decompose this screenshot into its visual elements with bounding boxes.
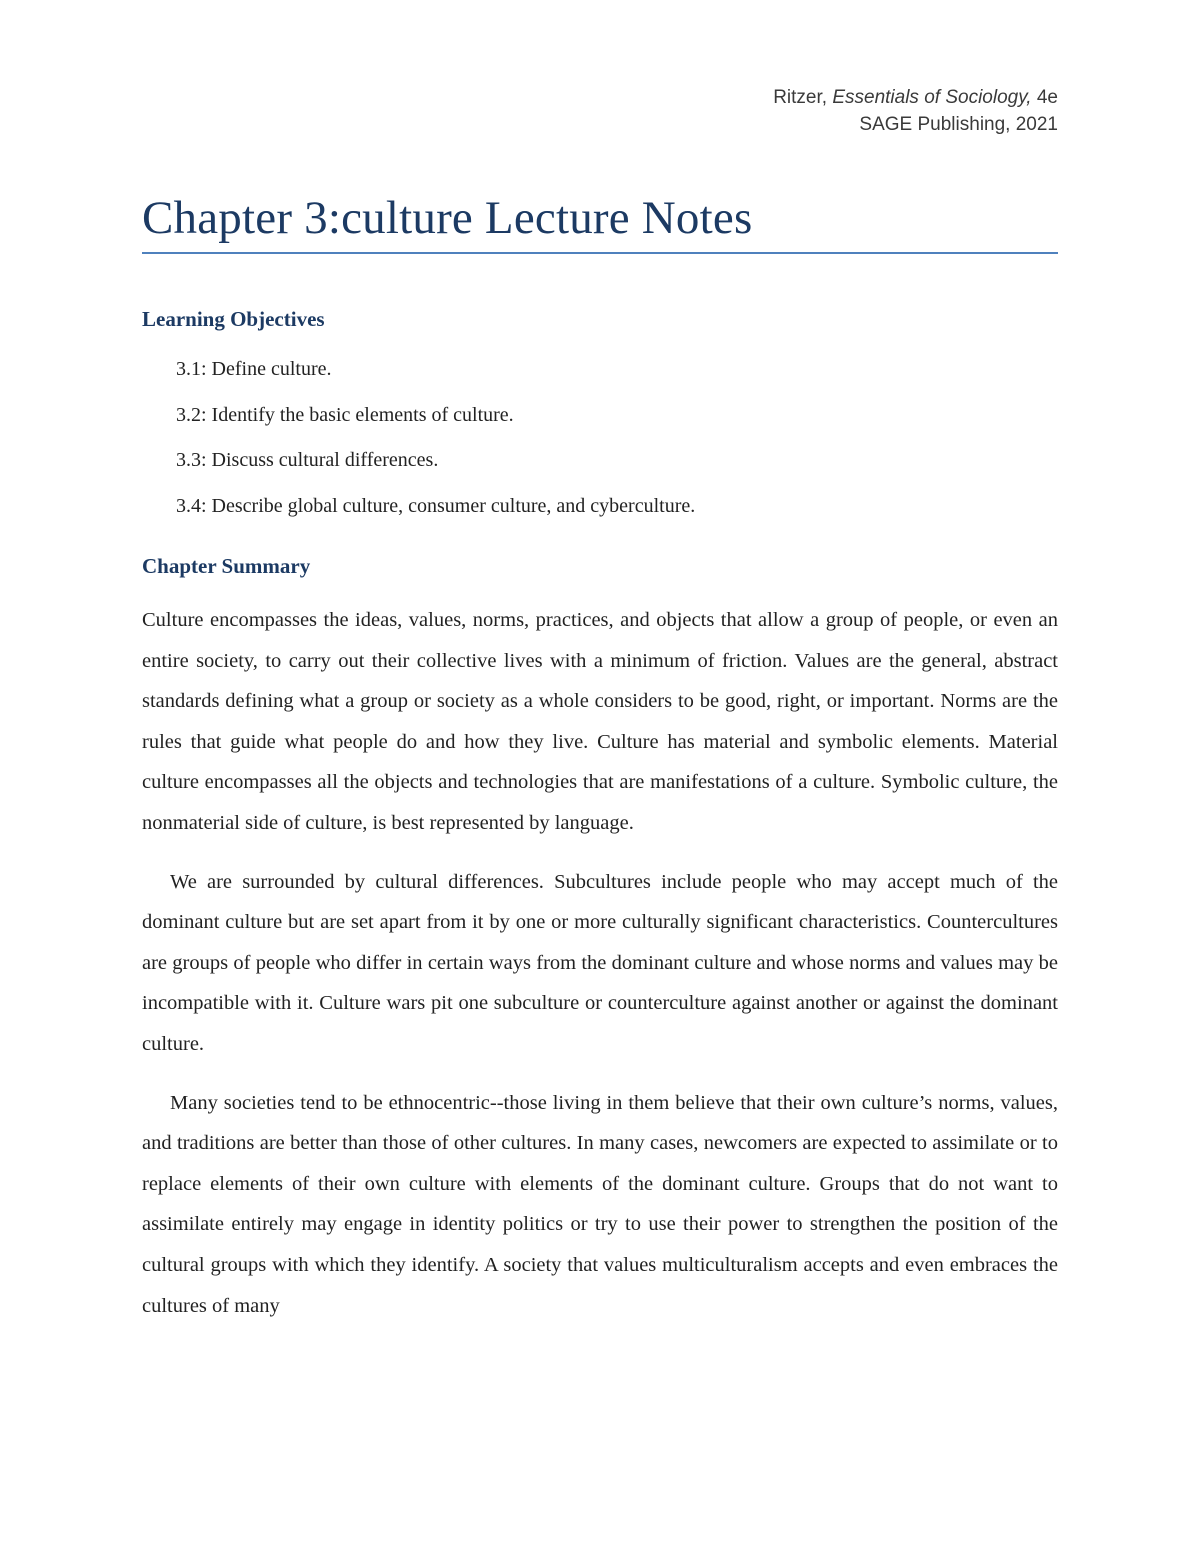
objective-item: 3.2: Identify the basic elements of culture. [176,403,514,426]
book-title: Essentials of Sociology, [832,87,1032,108]
objective-item: 3.3: Discuss cultural differences. [176,449,439,471]
chapter-summary-heading: Chapter Summary [142,554,311,578]
summary-paragraph: Many societies tend to be ethnocentric--those living in them believe that their own culture’s norms, values, and traditions are better than those of other cultures. In many cases, newcomers are expected to assimilate or to replace elements of their own culture with elements of the dominant culture. Groups that do not want to assimilate entirely may engage in identity politics or try to use their power to strengthen the position of the cultural groups with which they identify. A society that values multiculturalism accepts and even embraces the cultures of many [142,1091,1058,1317]
publisher-line: SAGE Publishing, 2021 [859,114,1058,135]
learning-objectives-list [176,356,695,538]
objective-item: 3.4: Describe global culture, consumer culture, and cyberculture. [176,494,696,517]
learning-objectives-heading: Learning Objectives [142,307,325,331]
objective-item: 3.1: Define culture. [176,358,332,380]
author: Ritzer, [773,87,833,108]
title-underline [142,252,1058,254]
page-title: Chapter 3:culture Lecture Notes [142,192,753,244]
summary-paragraph: We are surrounded by cultural differences. Subcultures include people who may accept much of the dominant culture but are set apart from it by one or more culturally significant characteristics. Countercultures are groups of people who differ in certain ways from the dominant culture and whose norms and values may be incompatible with it. Culture wars pit one subculture or counterculture against another or against the dominant culture. [142,870,1058,1055]
summary-paragraph: Culture encompasses the ideas, values, norms, practices, and objects that allow a group of people, or even an entire society, to carry out their collective lives with a minimum of friction. Values are the general, abstract standards defining what a group or society as a whole considers to be good, right, or important. Norms are the rules that guide what people do and how they live. Culture has material and symbolic elements. Material culture encompasses all the objects and technologies that are manifestations of a culture. Symbolic culture, the nonmaterial side of culture, is best represented by language. [142,609,1058,834]
citation-line [773,84,1058,111]
running-header [773,84,1058,138]
edition: 4e [1031,87,1058,108]
chapter-summary-body [142,600,1058,1344]
